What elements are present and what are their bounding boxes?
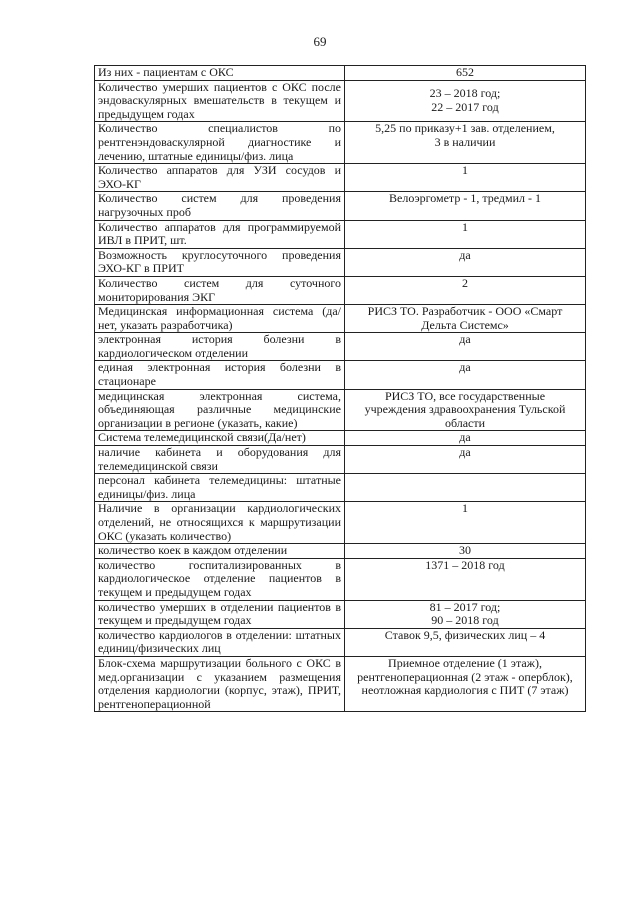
value-line: 652 — [456, 65, 474, 79]
value-line: учреждения здравоохранения Тульской — [364, 402, 566, 417]
row-value — [345, 544, 586, 559]
value-line: 3 в наличии — [434, 134, 496, 149]
value-line: 23 – 2018 год; — [429, 86, 501, 101]
table-row — [95, 192, 586, 220]
value-line: Ставок 9,5, физических лиц – 4 — [384, 627, 546, 642]
value-line: 90 – 2018 год — [431, 613, 499, 628]
value-line: да — [459, 247, 471, 262]
value-line: 5,25 по приказу+1 зав. отделением, — [375, 121, 555, 136]
value-line: РИСЗ ТО, все государственные — [384, 388, 546, 403]
table-row — [95, 544, 586, 559]
row-label: количество госпитализированных в кардиологическое отделение пациентов в текущем и предыдущем годах — [95, 558, 345, 600]
table-row — [95, 164, 586, 192]
value-line: 81 – 2017 год; — [429, 599, 501, 614]
table-row — [95, 446, 586, 474]
row-label: персонал кабинета телемедицины: штатные единицы/физ. лица — [95, 474, 345, 502]
row-label: медицинская электронная система, объединяющая различные медицинские организации в регионе (указать, какие) — [95, 389, 345, 431]
table-row — [95, 502, 586, 544]
row-label: Количество систем для суточного мониторирования ЭКГ — [95, 276, 345, 304]
value-line: 1 — [462, 501, 468, 516]
row-value — [345, 628, 586, 656]
table-row — [95, 305, 586, 333]
row-label: Из них - пациентам с ОКС — [95, 66, 345, 81]
value-line: 2 — [462, 275, 468, 290]
row-value — [345, 164, 586, 192]
value-line: да — [459, 332, 471, 347]
row-value — [345, 305, 586, 333]
row-label: Количество аппаратов для программируемой ИВЛ в ПРИТ, шт. — [95, 220, 345, 248]
row-value — [345, 558, 586, 600]
row-value — [345, 502, 586, 544]
row-value — [345, 431, 586, 446]
value-line: РИСЗ ТО. Разработчик - ООО «Смарт — [367, 304, 563, 319]
value-line: да — [459, 430, 471, 445]
value-line: Велоэргометр - 1, тредмил - 1 — [389, 191, 541, 206]
row-value — [345, 656, 586, 711]
row-label: Количество умерших пациентов с ОКС после эндоваскулярных вмешательств в текущем и предыдущем годах — [95, 80, 345, 122]
value-line: 22 – 2017 год — [431, 99, 499, 114]
table-row — [95, 122, 586, 164]
table-row — [95, 558, 586, 600]
table-row — [95, 333, 586, 361]
table-row — [95, 80, 586, 122]
row-label: количество кардиологов в отделении: штатных единиц/физических лиц — [95, 628, 345, 656]
row-value — [345, 248, 586, 276]
value-line: 30 — [459, 543, 471, 558]
value-line: области — [444, 415, 486, 430]
row-value — [345, 389, 586, 431]
value-line: Дельта Системс» — [421, 317, 509, 332]
row-value — [345, 361, 586, 389]
row-value — [345, 474, 586, 502]
row-label: Наличие в организации кардиологических отделений, не относящихся к маршрутизации ОКС (указать количество) — [95, 502, 345, 544]
table-row — [95, 389, 586, 431]
row-label: Количество специалистов по рентгенэндоваскулярной диагностике и лечению, штатные единицы/физ. лица — [95, 122, 345, 164]
value-line: да — [459, 445, 471, 460]
value-line: неотложная кардиология с ПИТ (7 этаж) — [361, 683, 569, 698]
row-value — [345, 600, 586, 628]
table-row — [95, 361, 586, 389]
row-label: наличие кабинета и оборудования для телемедицинской связи — [95, 446, 345, 474]
page-number: 69 — [313, 34, 327, 49]
table-row — [95, 220, 586, 248]
table-row — [95, 656, 586, 711]
row-value — [345, 66, 586, 81]
row-value — [345, 276, 586, 304]
row-label: Медицинская информационная система (да/нет, указать разработчика) — [95, 305, 345, 333]
value-line: 1 — [462, 163, 468, 178]
value-line: 1 — [462, 219, 468, 234]
row-value — [345, 80, 586, 122]
table-row — [95, 276, 586, 304]
row-label: Количество систем для проведения нагрузочных проб — [95, 192, 345, 220]
table-row — [95, 66, 586, 81]
row-label: количество умерших в отделении пациентов в текущем и предыдущем годах — [95, 600, 345, 628]
row-value — [345, 333, 586, 361]
table-row — [95, 248, 586, 276]
row-label: Количество аппаратов для УЗИ сосудов и ЭХО-КГ — [95, 164, 345, 192]
data-table — [94, 65, 586, 712]
row-label: Блок-схема маршрутизации больного с ОКС в мед.организации с указанием размещения отделения кардиологии (корпус, этаж), ПРИТ, рентгеноперационной — [95, 656, 345, 711]
row-label: Система телемедицинской связи(Да/нет) — [95, 431, 345, 446]
row-label: количество коек в каждом отделении — [95, 544, 345, 559]
table-row — [95, 474, 586, 502]
row-label: единая электронная история болезни в стационаре — [95, 361, 345, 389]
row-label: электронная история болезни в кардиологическом отделении — [95, 333, 345, 361]
row-value — [345, 446, 586, 474]
row-value — [345, 192, 586, 220]
value-line: Приемное отделение (1 этаж), — [388, 655, 542, 670]
table-row — [95, 628, 586, 656]
row-value — [345, 122, 586, 164]
row-value — [345, 220, 586, 248]
value-line: да — [459, 360, 471, 375]
row-label: Возможность круглосуточного проведения ЭХО-КГ в ПРИТ — [95, 248, 345, 276]
table-row — [95, 431, 586, 446]
value-line: рентгеноперационная (2 этаж - оперблок), — [357, 669, 573, 684]
value-line: 1371 – 2018 год — [425, 557, 505, 572]
table-row — [95, 600, 586, 628]
